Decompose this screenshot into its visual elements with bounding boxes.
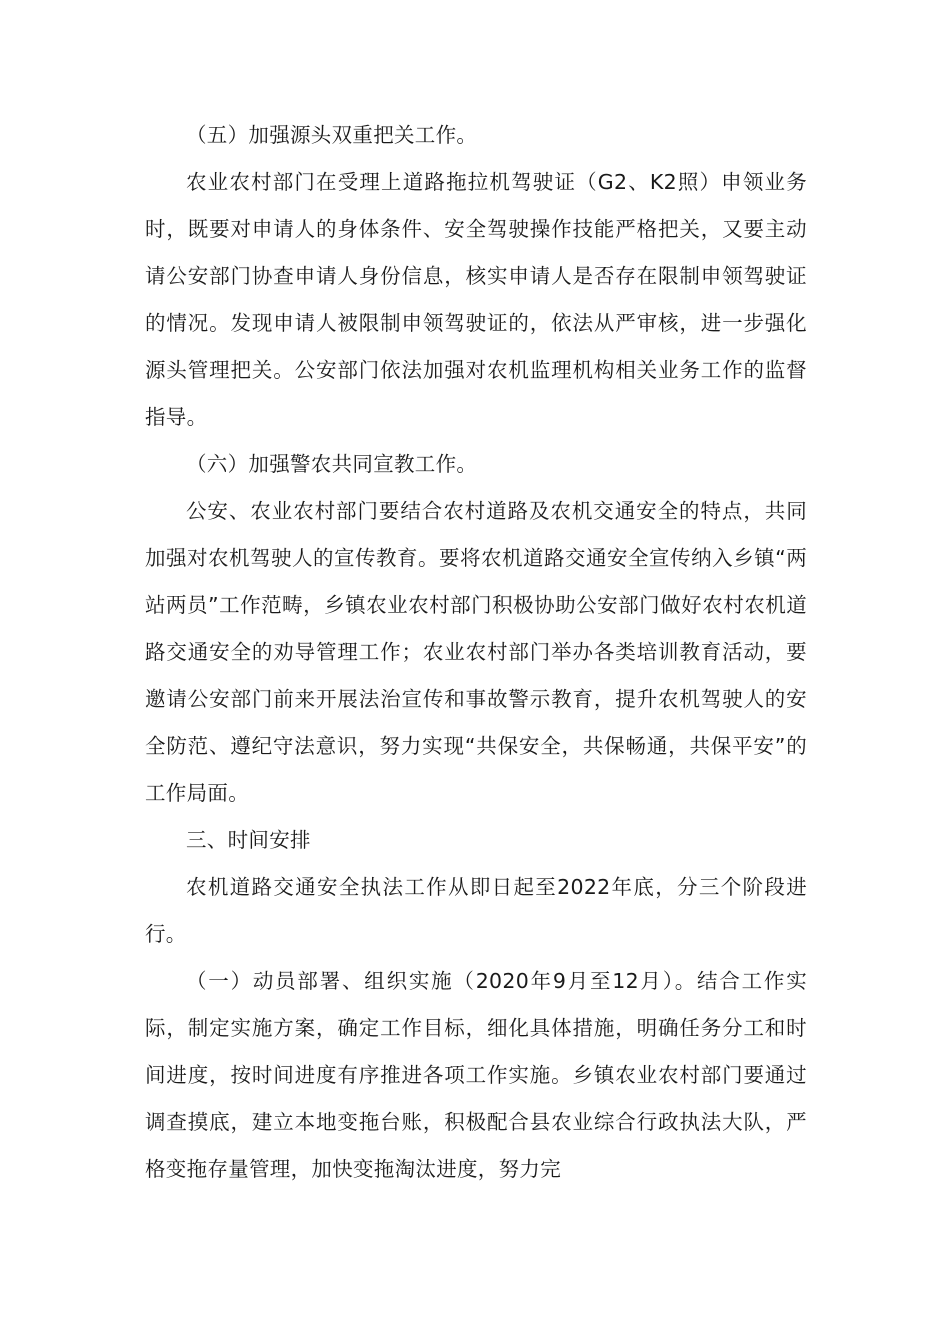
section-heading-5: （五）加强源头双重把关工作。 bbox=[186, 123, 478, 147]
paragraph-joint-education: 公安、农业农村部门要结合农村道路及农机交通安全的特点，共同加强对农机驾驶人的宣传教育。要将农机道路交通安全宣传纳入乡镇“两站两员”工作范畴，乡镇农业农村部门积极协助公安部门做好农村农机道路交通安全的劝导管理工作；农业农村部门举办各类培训教育活动，要邀请公安部门前来开展法治宣传和事故警示教育，提升农机驾驶人的安全防范、遵纪守法意识，努力实现“共保安全，共保畅通，共保平安”的工作局面。 bbox=[145, 499, 807, 805]
section-heading-schedule: 三、时间安排 bbox=[186, 828, 311, 852]
document-body bbox=[145, 112, 807, 1193]
paragraph-phase-one: （一）动员部署、组织实施（2020年9月至12月）。结合工作实际，制定实施方案，确定工作目标，细化具体措施，明确任务分工和时间进度，按时间进度有序推进各项工作实施。乡镇农业农村部门要通过调查摸底，建立本地变拖台账，积极配合县农业综合行政执法大队，严格变拖存量管理，加快变拖淘汰进度，努力完 bbox=[145, 969, 807, 1181]
section-heading-6: （六）加强警农共同宣教工作。 bbox=[186, 452, 478, 476]
paragraph-source-control: 农业农村部门在受理上道路拖拉机驾驶证（G2、K2照）申领业务时，既要对申请人的身体条件、安全驾驶操作技能严格把关，又要主动请公安部门协查申请人身份信息，核实申请人是否存在限制申领驾驶证的情况。发现申请人被限制申领驾驶证的，依法从严审核，进一步强化源头管理把关。公安部门依法加强对农机监理机构相关业务工作的监督指导。 bbox=[145, 170, 807, 429]
paragraph-schedule-overview: 农机道路交通安全执法工作从即日起至2022年底，分三个阶段进行。 bbox=[145, 875, 807, 946]
